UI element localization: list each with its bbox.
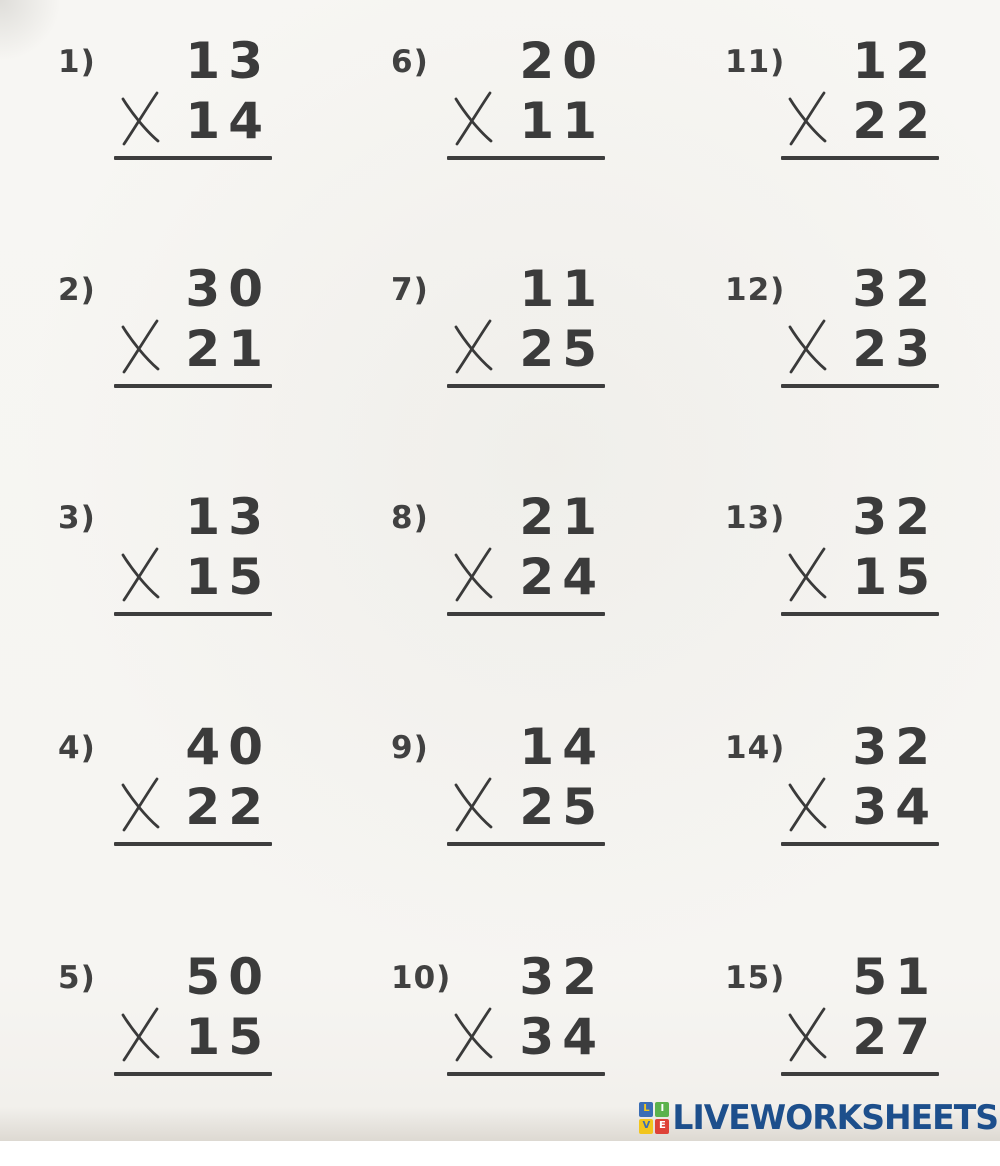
multiplication-problem <box>667 694 1000 916</box>
answer-line <box>781 612 939 616</box>
multiplication-problem <box>333 250 667 472</box>
multiplication-problem <box>333 28 667 250</box>
top-operand: 32 <box>852 260 938 318</box>
bottom-operand: 34 <box>519 1008 605 1066</box>
multiplication-problem <box>667 472 1000 694</box>
bottom-operand: 11 <box>519 92 605 150</box>
problems-grid <box>0 28 1000 1138</box>
multiplication-problem <box>667 28 1000 250</box>
multiplication-sign-icon <box>449 546 497 604</box>
multiplication-problem <box>0 28 333 250</box>
problem-number: 5) <box>58 960 96 996</box>
answer-line <box>114 1072 272 1076</box>
top-operand: 21 <box>519 488 605 546</box>
bottom-operand: 25 <box>519 778 605 836</box>
liveworksheets-logo-tiles <box>639 1102 669 1134</box>
multiplication-sign-icon <box>449 1006 497 1064</box>
answer-line <box>781 842 939 846</box>
multiplication-problem <box>333 694 667 916</box>
problem-number: 2) <box>58 272 96 308</box>
problem-number: 12) <box>725 272 786 308</box>
multiplication-problem <box>333 916 667 1138</box>
logo-tile-v: V <box>639 1119 653 1134</box>
problem-number: 8) <box>391 500 429 536</box>
multiplication-problem <box>0 250 333 472</box>
top-operand: 32 <box>519 948 605 1006</box>
answer-line <box>114 156 272 160</box>
problem-number: 13) <box>725 500 786 536</box>
bottom-operand: 25 <box>519 320 605 378</box>
bottom-operand: 15 <box>852 548 938 606</box>
multiplication-sign-icon <box>449 318 497 376</box>
bottom-operand: 27 <box>852 1008 938 1066</box>
bottom-operand: 15 <box>185 1008 271 1066</box>
problem-number: 14) <box>725 730 786 766</box>
liveworksheets-logo-text: LIVEWORKSHEETS <box>672 1097 998 1138</box>
bottom-operand: 15 <box>185 548 271 606</box>
answer-line <box>447 1072 605 1076</box>
answer-line <box>447 842 605 846</box>
top-operand: 20 <box>519 32 605 90</box>
top-operand: 30 <box>185 260 271 318</box>
bottom-operand: 34 <box>852 778 938 836</box>
problem-number: 7) <box>391 272 429 308</box>
answer-line <box>114 384 272 388</box>
bottom-operand: 23 <box>852 320 938 378</box>
problem-number: 6) <box>391 44 429 80</box>
problem-number: 1) <box>58 44 96 80</box>
bottom-operand: 14 <box>185 92 271 150</box>
top-operand: 14 <box>519 718 605 776</box>
liveworksheets-logo[interactable] <box>639 1098 998 1137</box>
multiplication-problem <box>333 472 667 694</box>
multiplication-sign-icon <box>783 776 831 834</box>
multiplication-problem <box>667 250 1000 472</box>
answer-line <box>781 384 939 388</box>
multiplication-problem <box>0 472 333 694</box>
multiplication-problem <box>0 916 333 1138</box>
answer-line <box>781 1072 939 1076</box>
problem-number: 9) <box>391 730 429 766</box>
bottom-operand: 21 <box>185 320 271 378</box>
answer-line <box>781 156 939 160</box>
multiplication-sign-icon <box>783 318 831 376</box>
bottom-operand: 24 <box>519 548 605 606</box>
top-operand: 12 <box>852 32 938 90</box>
answer-line <box>114 842 272 846</box>
answer-line <box>447 384 605 388</box>
top-operand: 13 <box>185 32 271 90</box>
multiplication-sign-icon <box>783 1006 831 1064</box>
multiplication-sign-icon <box>116 776 164 834</box>
problem-number: 3) <box>58 500 96 536</box>
answer-line <box>447 156 605 160</box>
multiplication-problem <box>0 694 333 916</box>
top-operand: 51 <box>852 948 938 1006</box>
multiplication-sign-icon <box>449 90 497 148</box>
top-operand: 50 <box>185 948 271 1006</box>
logo-tile-i: I <box>655 1102 669 1117</box>
top-operand: 32 <box>852 718 938 776</box>
bottom-operand: 22 <box>852 92 938 150</box>
problem-number: 11) <box>725 44 786 80</box>
multiplication-sign-icon <box>783 546 831 604</box>
multiplication-sign-icon <box>116 90 164 148</box>
multiplication-sign-icon <box>116 318 164 376</box>
top-operand: 32 <box>852 488 938 546</box>
multiplication-sign-icon <box>783 90 831 148</box>
multiplication-sign-icon <box>116 1006 164 1064</box>
top-operand: 40 <box>185 718 271 776</box>
top-operand: 11 <box>519 260 605 318</box>
answer-line <box>114 612 272 616</box>
problem-number: 15) <box>725 960 786 996</box>
logo-tile-l: L <box>639 1102 653 1117</box>
multiplication-sign-icon <box>449 776 497 834</box>
multiplication-sign-icon <box>116 546 164 604</box>
bottom-operand: 22 <box>185 778 271 836</box>
logo-tile-e: E <box>655 1119 669 1134</box>
top-operand: 13 <box>185 488 271 546</box>
problem-number: 10) <box>391 960 452 996</box>
problem-number: 4) <box>58 730 96 766</box>
answer-line <box>447 612 605 616</box>
